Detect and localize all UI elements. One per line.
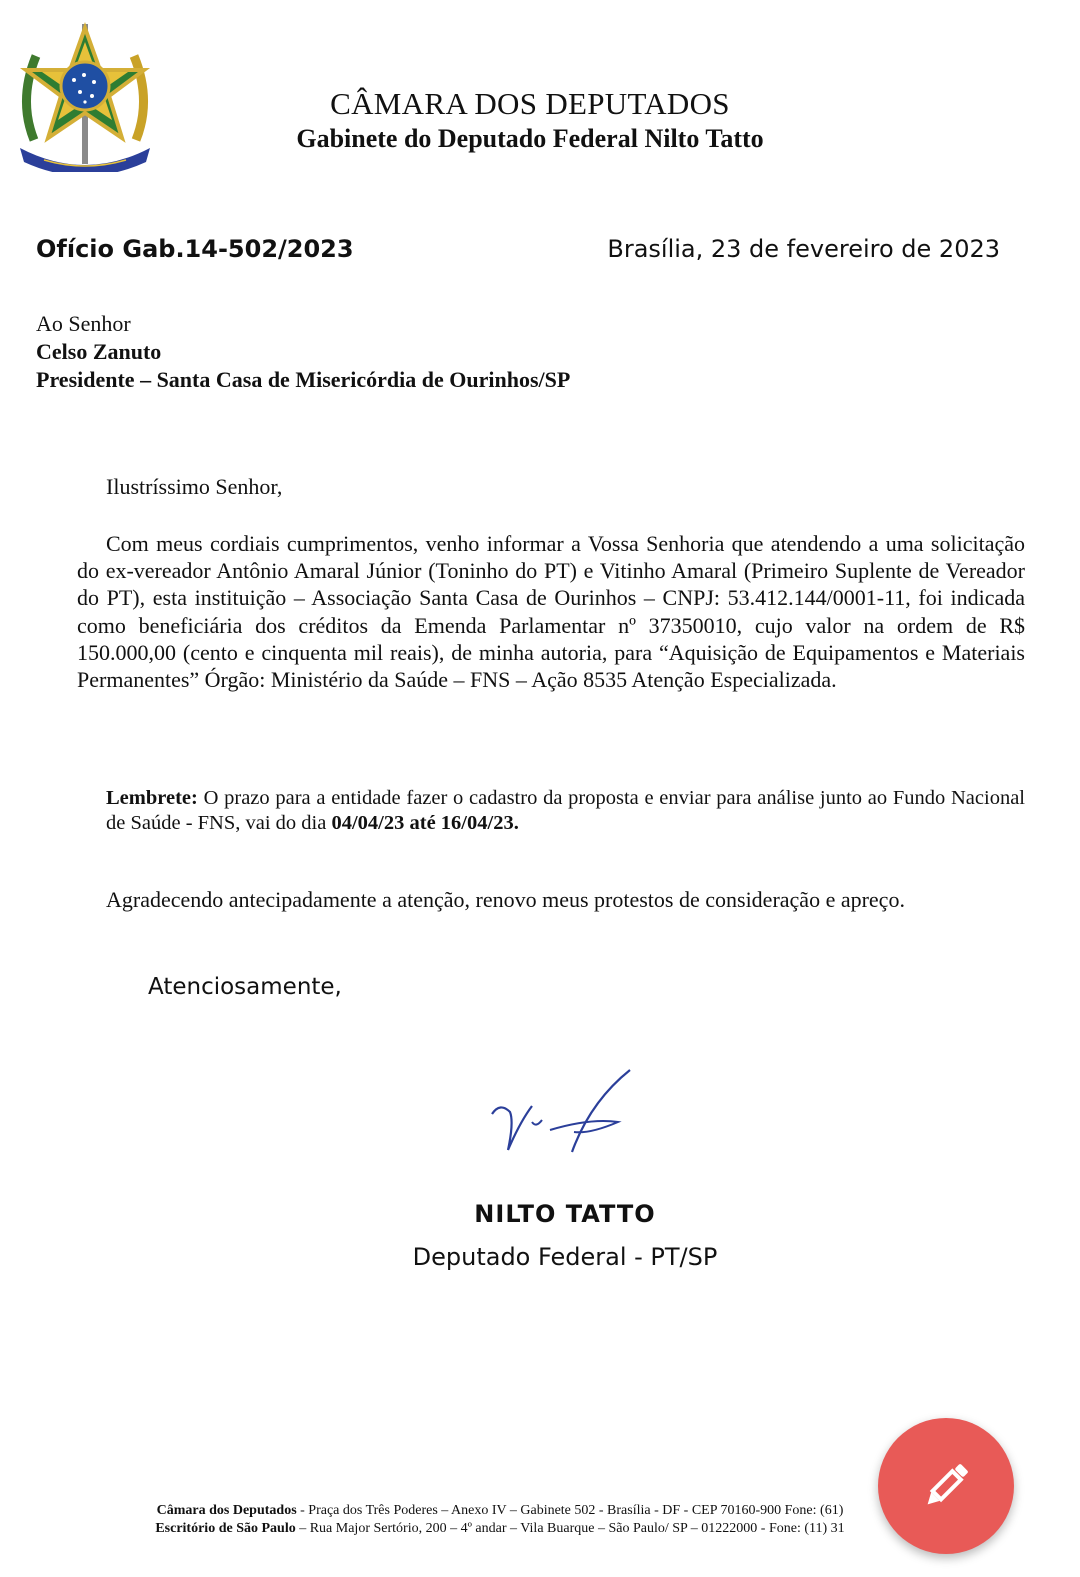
signatory-name: NILTO TATTO bbox=[474, 1200, 656, 1228]
footer-line-2 bbox=[0, 1520, 1000, 1538]
page-footer bbox=[0, 1502, 1000, 1538]
edit-fab-button[interactable] bbox=[878, 1418, 1014, 1554]
recipient-prefix: Ao Senhor bbox=[36, 311, 131, 336]
salutation: Ilustríssimo Senhor, bbox=[106, 474, 283, 499]
reminder-label: Lembrete: bbox=[106, 787, 198, 809]
footer-line-2-label: Escritório de São Paulo bbox=[155, 1521, 296, 1536]
closing-line: Agradecendo antecipadamente a atenção, renovo meus protestos de consideração e apreço. bbox=[106, 887, 905, 912]
letter-reference: Ofício Gab.14-502/2023 bbox=[36, 235, 354, 263]
header-subtitle: Gabinete do Deputado Federal Nilto Tatto bbox=[296, 124, 764, 153]
closing: Atenciosamente, bbox=[148, 974, 342, 1000]
footer-line-1 bbox=[0, 1502, 1000, 1520]
letter-date: Brasília, 23 de fevereiro de 2023 bbox=[607, 235, 1000, 263]
footer-line-1-text: - Praça dos Três Poderes – Anexo IV – Gabinete 502 - Brasília - DF - CEP 70160-900 Fone: (61) bbox=[296, 1503, 844, 1518]
letter-body: Com meus cordiais cumprimentos, venho informar a Vossa Senhoria que atendendo a uma solicitação do ex-vereador Antônio Amaral Júnior (Toninho do PT) e Vitinho Amaral (Primeiro Suplente de Vereador do PT), esta instituição – Associação Santa Casa de Ourinhos – CNPJ: 53.412.144/0001-11, foi indicada como beneficiária dos créditos da Emenda Parlamentar nº 37350010, cujo valor na ordem de R$ 150.000,00 (cento e cinquenta mil reais), de minha autoria, para “Aquisição de Equipamentos e Materiais Permanentes” Órgão: Ministério da Saúde – FNS – Ação 8535 Atenção Especializada. bbox=[77, 531, 1025, 693]
recipient-title: Presidente – Santa Casa de Misericórdia de Ourinhos/SP bbox=[36, 367, 571, 392]
recipient-block bbox=[36, 310, 570, 394]
coat-of-arms-icon bbox=[14, 20, 156, 172]
recipient-name: Celso Zanuto bbox=[36, 339, 162, 364]
pencil-edit-icon bbox=[916, 1456, 976, 1516]
reminder-period: 04/04/23 até 16/04/23. bbox=[331, 812, 519, 834]
signatory-role: Deputado Federal - PT/SP bbox=[412, 1243, 718, 1271]
reminder-text: O prazo para a entidade fazer o cadastro da proposta e enviar para análise junto ao Fundo Nacional de Saúde - FNS, vai do dia bbox=[106, 787, 1025, 834]
footer-line-1-label: Câmara dos Deputados bbox=[156, 1503, 297, 1518]
signature-icon bbox=[480, 1062, 640, 1162]
reminder-paragraph bbox=[106, 786, 1025, 836]
header-title: CÂMARA DOS DEPUTADOS bbox=[330, 86, 730, 121]
footer-line-2-text: – Rua Major Sertório, 200 – 4º andar – Vila Buarque – São Paulo/ SP – 01222000 - Fone: (11) 31 bbox=[295, 1521, 845, 1536]
